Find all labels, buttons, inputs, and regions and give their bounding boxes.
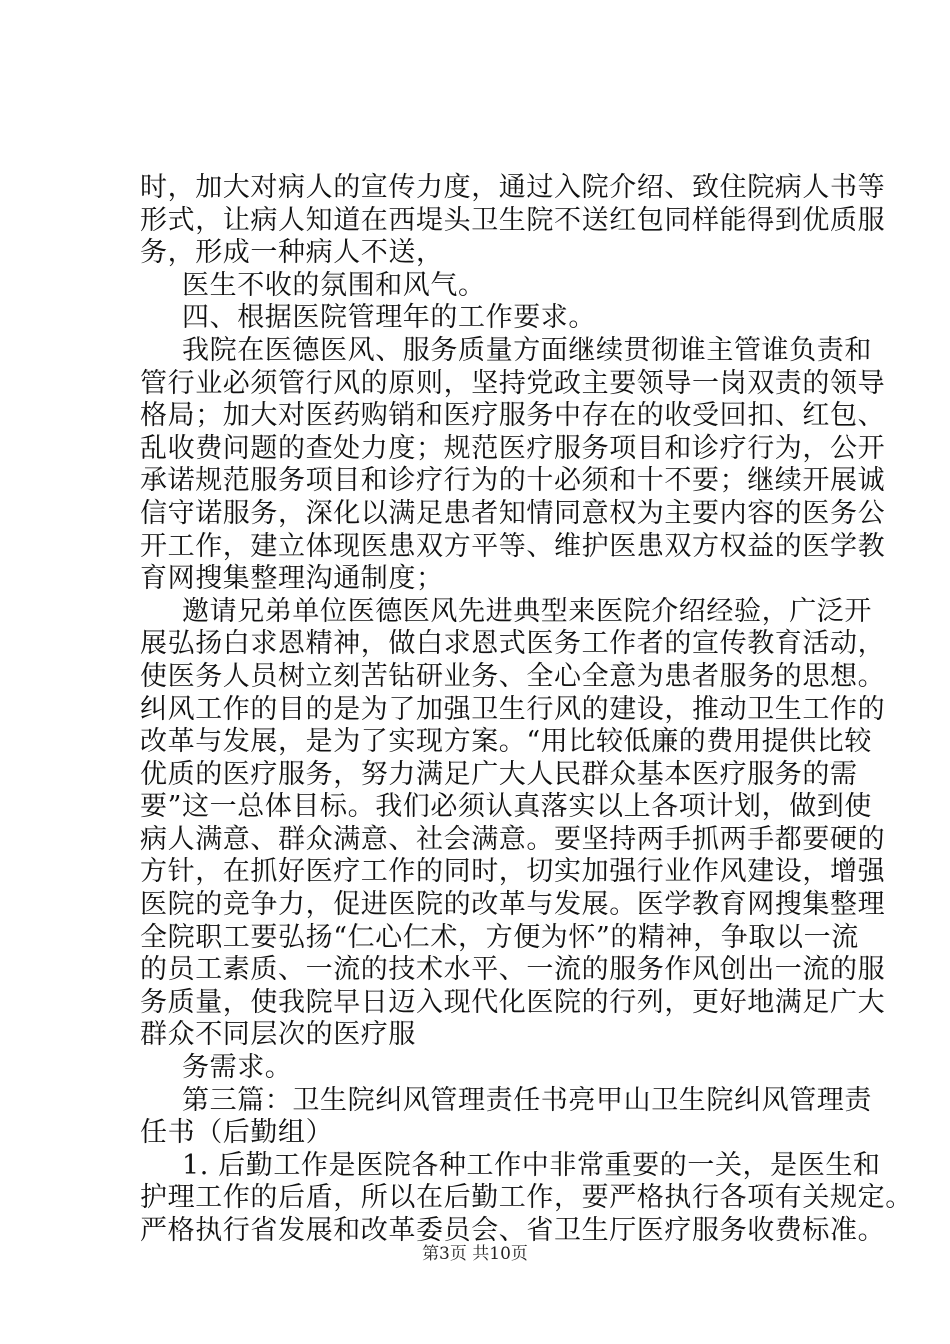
text-line: 务需求。 [182, 1052, 293, 1084]
text-line: 全院职工要弘扬“仁心仁术，方便为怀”的精神，争取以一流 [140, 921, 859, 953]
text-line: 第三篇：卫生院纠风管理责任书亮甲山卫生院纠风管理责 [182, 1084, 872, 1116]
text-line: 四、根据医院管理年的工作要求。 [182, 302, 596, 334]
text-line: 开工作，建立体现医患双方平等、维护医患双方权益的医学教 [140, 530, 886, 562]
text-line: 纠风工作的目的是为了加强卫生行风的建设，推动卫生工作的 [140, 693, 886, 725]
text-line: 改革与发展，是为了实现方案。“用比较低廉的费用提供比较 [140, 726, 873, 758]
text-line: 任书（后勤组） [140, 1117, 334, 1149]
text-line: 的员工素质、一流的技术水平、一流的服务作风创出一流的服 [140, 954, 886, 986]
text-line: 严格执行省发展和改革委员会、省卫生厅医疗服务收费标准。 [140, 1215, 886, 1246]
text-line: 育网搜集整理沟通制度； [140, 563, 444, 595]
text-line: 乱收费问题的查处力度；规范医疗服务项目和诊疗行为，公开 [140, 432, 886, 464]
document-body [140, 172, 913, 1248]
text-line: 信守诺服务，深化以满足患者知情同意权为主要内容的医务公 [140, 497, 886, 529]
text-line: 方针，在抓好医疗工作的同时，切实加强行业作风建设，增强 [140, 856, 886, 888]
text-line: 承诺规范服务项目和诊疗行为的十必须和十不要；继续开展诚 [140, 465, 886, 497]
text-line: 病人满意、群众满意、社会满意。要坚持两手抓两手都要硬的 [140, 823, 886, 855]
text-line: 1. 后勤工作是医院各种工作中非常重要的一关，是医生和 [182, 1149, 881, 1181]
text-line: 优质的医疗服务，努力满足广大人民群众基本医疗服务的需 [140, 758, 858, 790]
text-line: 形式，让病人知道在西堤头卫生院不送红包同样能得到优质服 [140, 204, 886, 236]
text-line: 展弘扬白求恩精神，做白求恩式医务工作者的宣传教育活动， [140, 628, 886, 660]
text-line: 群众不同层次的医疗服 [140, 1019, 416, 1051]
page-number-footer: 第3页 共10页 [422, 1244, 528, 1264]
text-line: 邀请兄弟单位医德医风先进典型来医院介绍经验，广泛开 [182, 595, 872, 627]
text-line: 格局；加大对医药购销和医疗服务中存在的收受回扣、红包、 [140, 400, 886, 432]
text-line: 医生不收的氛围和风气。 [182, 269, 486, 301]
text-line: 要”这一总体目标。我们必须认真落实以上各项计划，做到使 [140, 791, 873, 823]
text-line: 管行业必须管行风的原则，坚持党政主要领导一岗双责的领导 [140, 367, 886, 399]
text-line: 护理工作的后盾，所以在后勤工作，要严格执行各项有关规定。 [140, 1182, 913, 1214]
text-line: 医院的竞争力，促进医院的改革与发展。医学教育网搜集整理 [140, 889, 886, 921]
text-line: 我院在医德医风、服务质量方面继续贯彻谁主管谁负责和 [182, 334, 872, 366]
text-line: 务，形成一种病人不送， [140, 237, 444, 269]
text-line: 时，加大对病人的宣传力度，通过入院介绍、致住院病人书等 [140, 172, 886, 203]
text-line: 使医务人员树立刻苦钻研业务、全心全意为患者服务的思想。 [140, 660, 886, 692]
text-line: 务质量，使我院早日迈入现代化医院的行列，更好地满足广大 [140, 986, 886, 1018]
